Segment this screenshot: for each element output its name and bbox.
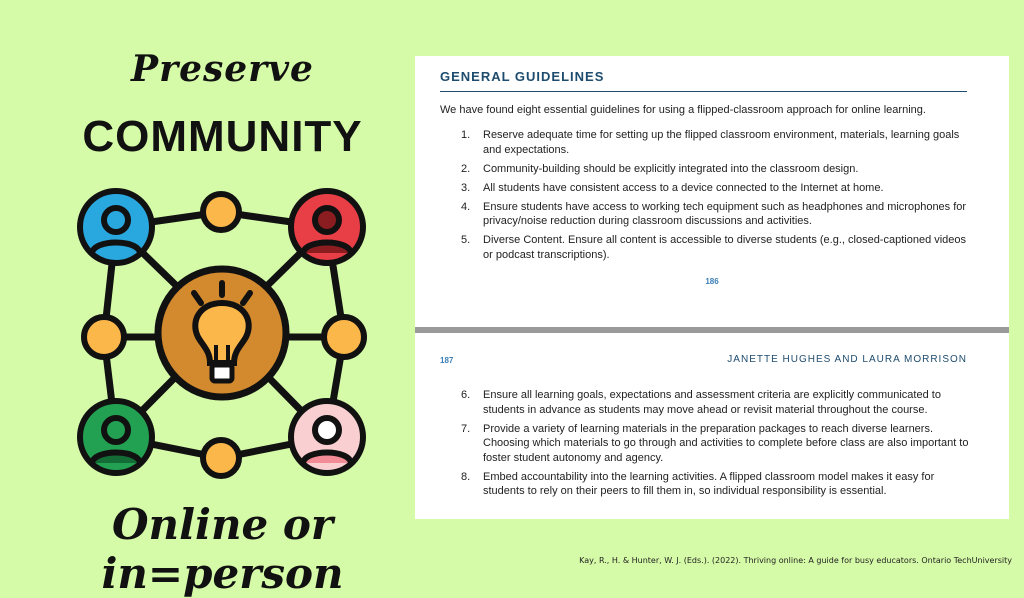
list-item: 8. Embed accountability into the learning activities. A flipped classroom model makes it easy for students to rely on their peers to fill them in, so individual responsibility is essential. <box>461 470 935 497</box>
book-page-187 <box>415 333 1009 519</box>
list-item: 5. Diverse Content. Ensure all content is accessible to diverse students (e.g., closed-captioned videos or podcast transcriptions). <box>461 234 967 261</box>
list-item: 2. Community-building should be explicitly integrated into the classroom design. <box>461 162 859 175</box>
user-icon-pink <box>291 401 363 473</box>
list-item: 7. Provide a variety of learning materials in the preparation packages to reach diverse learners. Choosing which materials to go through and activities to complete before class are also important to foster student autonomy and agency. <box>461 422 969 464</box>
title-community: COMMUNITY <box>82 112 363 161</box>
citation: Kay, R., H. & Hunter, W. J. (Eds.). (2022). Thriving online: A guide for busy educators. Ontario TechUniversity <box>579 556 1012 565</box>
section-heading: GENERAL GUIDELINES <box>440 69 605 84</box>
node-bottom <box>203 440 239 476</box>
page-number: 187 <box>440 356 454 365</box>
community-network-icon <box>64 185 384 485</box>
list-item: 6. Ensure all learning goals, expectations and assessment criteria are explicitly communicated to students in advance as students may move ahead or revisit material throughout the course. <box>461 389 941 416</box>
title-preserve: Preserve <box>131 48 314 90</box>
intro-text: We have found eight essential guidelines for using a flipped-classroom approach for online learning. <box>440 104 926 116</box>
title-online-in-person: Online or in=person <box>101 500 344 598</box>
node-top <box>203 194 239 230</box>
list-item: 4. Ensure students have access to working tech equipment such as headphones and microphones for privacy/noise reduction during classroom discussions and activities. <box>461 200 967 227</box>
guideline-list-top <box>461 128 971 267</box>
guideline-list-bottom <box>461 388 971 503</box>
list-item: 1. Reserve adequate time for setting up the flipped classroom environment, materials, learning goals and expectations. <box>461 129 960 156</box>
lightbulb-icon <box>158 269 286 397</box>
running-head: JANETTE HUGHES AND LAURA MORRISON <box>727 354 967 365</box>
heading-rule <box>440 91 967 92</box>
list-item: 3. All students have consistent access to a device connected to the Internet at home. <box>461 181 884 194</box>
user-icon-green <box>80 401 152 473</box>
user-icon-blue <box>80 191 152 263</box>
user-icon-red <box>291 191 363 263</box>
node-right <box>324 317 364 357</box>
node-left <box>84 317 124 357</box>
book-page-186 <box>415 56 1009 327</box>
page-number: 186 <box>705 277 719 286</box>
